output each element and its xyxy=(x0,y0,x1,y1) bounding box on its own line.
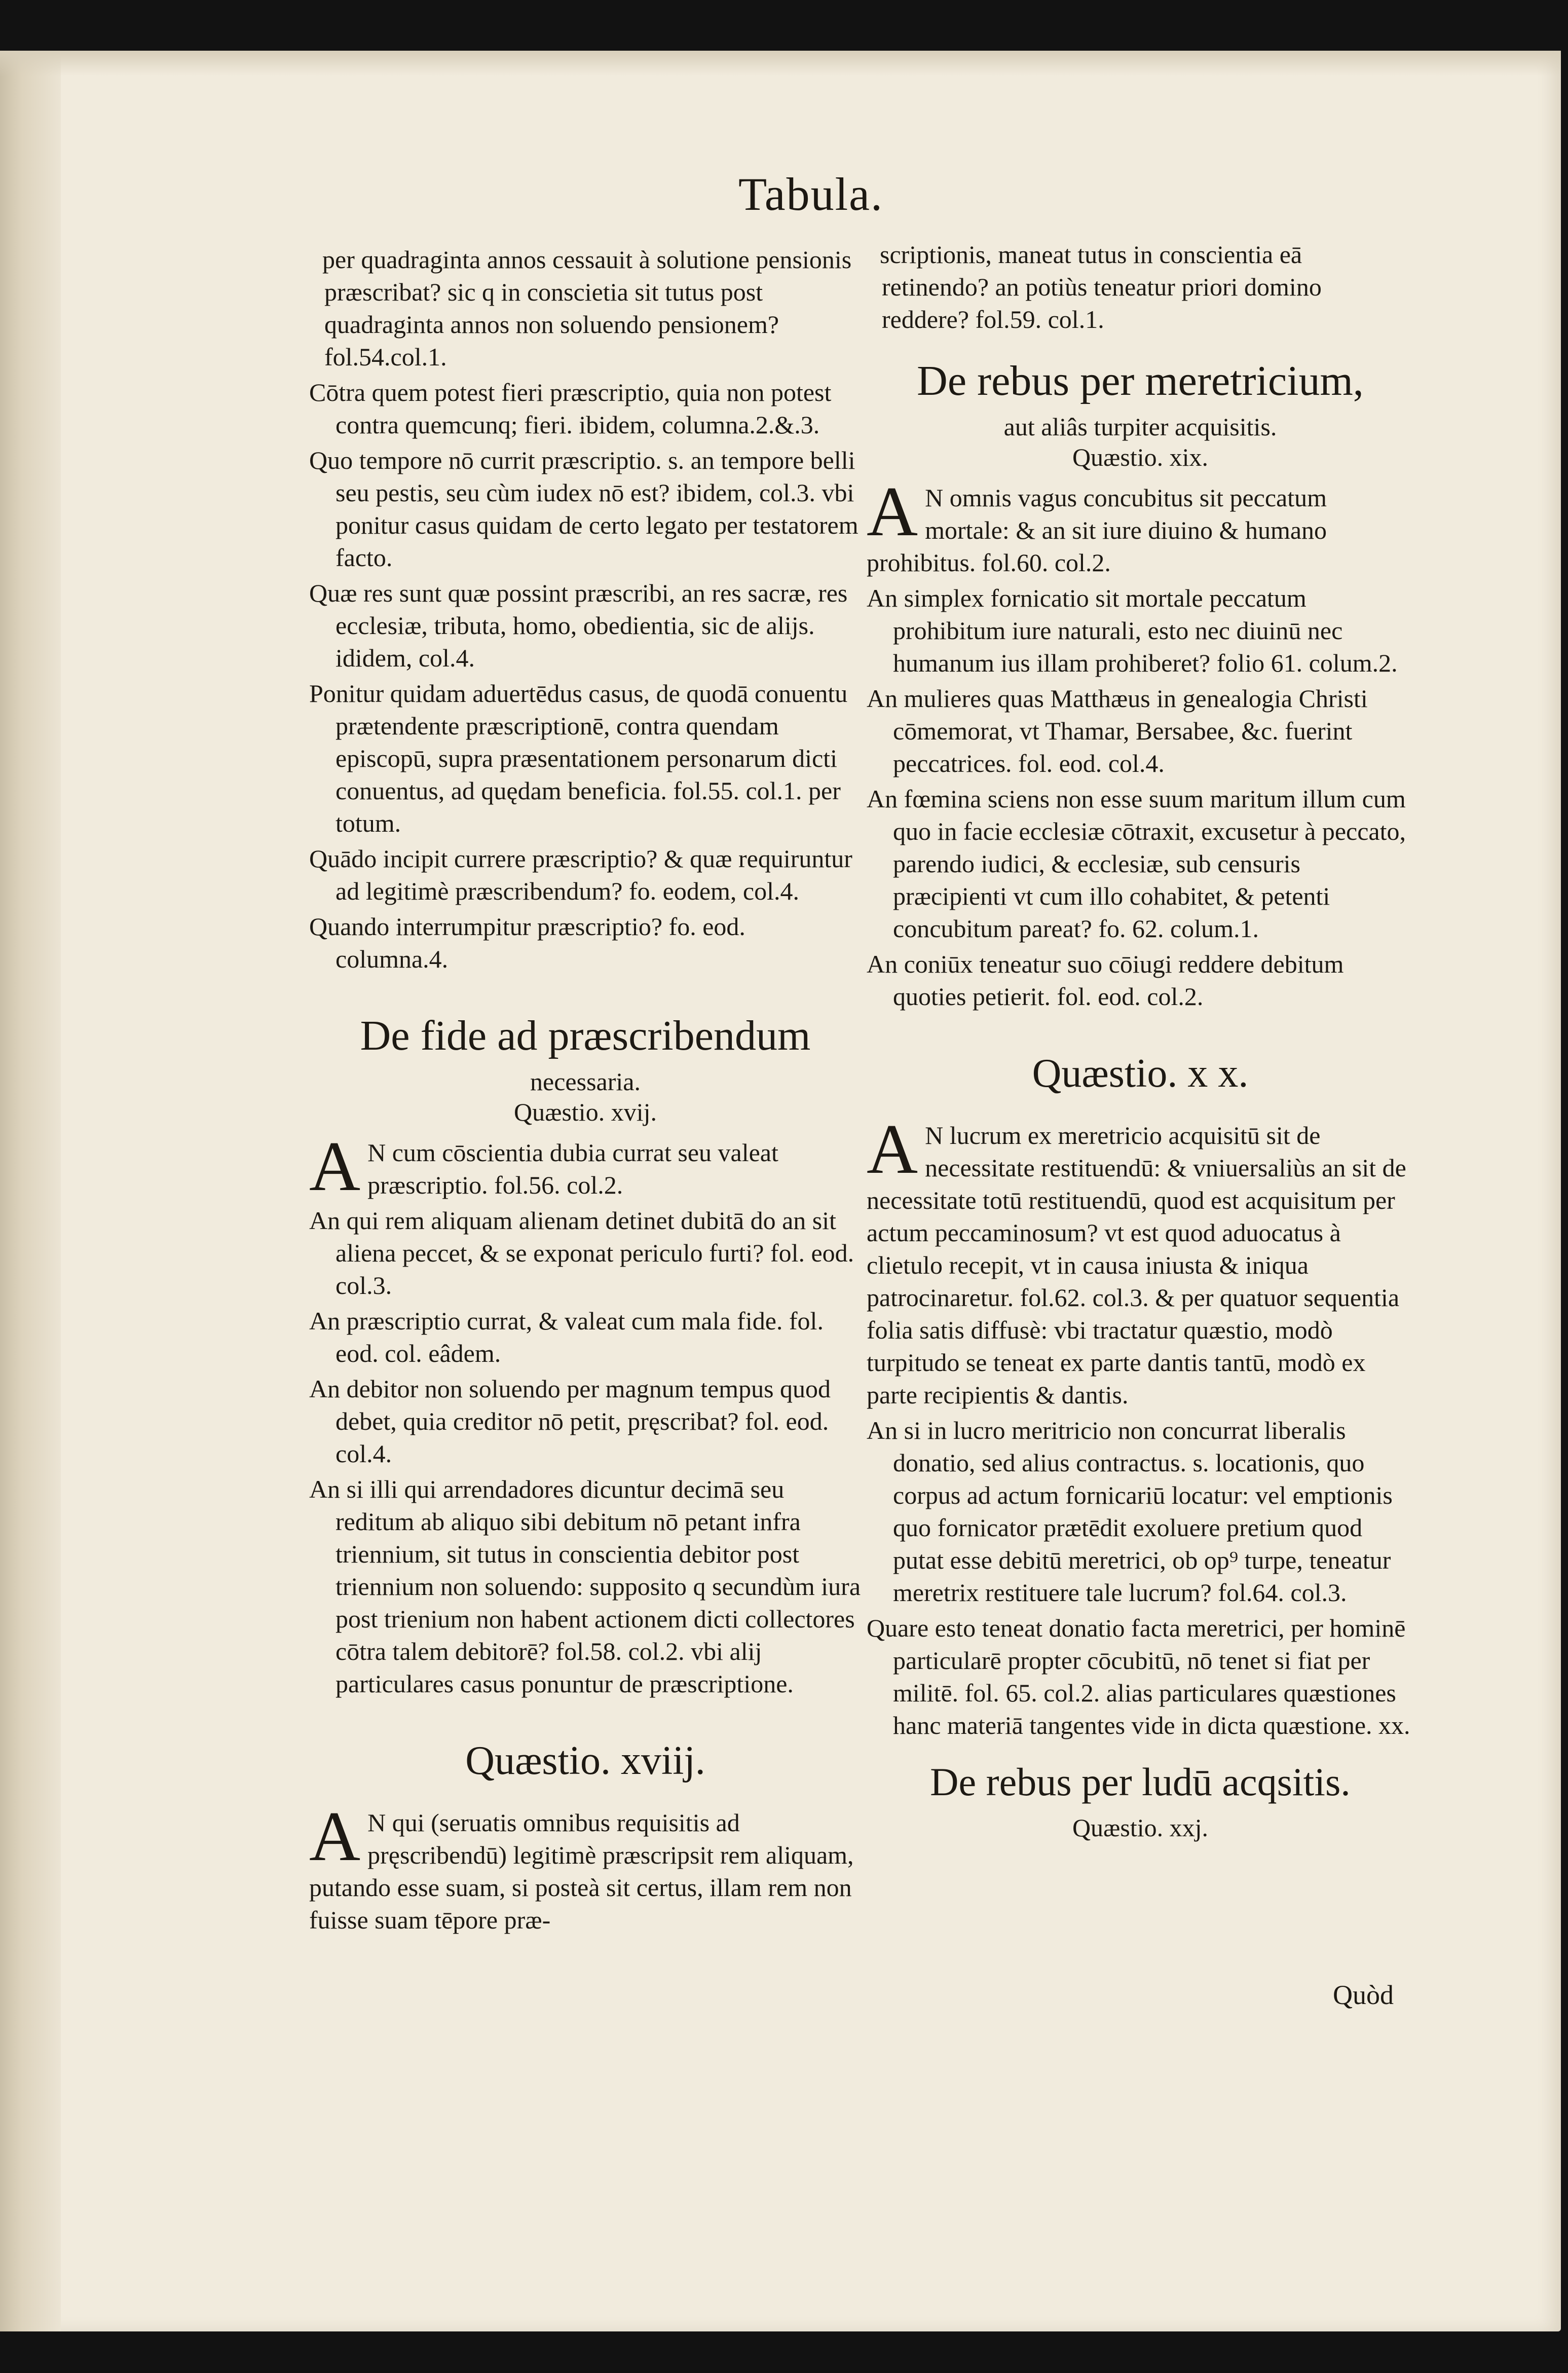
drop-cap: A xyxy=(867,472,918,551)
list-item: An si illi qui arrendadores dicuntur decimā seu reditum ab aliquo sibi debitum nō petant infra triennium, sit tutus in conscientia debitor post triennium non soluendo: supposito q secundùm iura post trienium non habent actionem dicti collectores cōtra talem debitorē? fol.58. col.2. vbi alij particulares casus ponuntur de præscriptione. xyxy=(309,1475,861,1698)
list-item: Quādo incipit currere præscriptio? & quæ requiruntur ad legitimè præscribendum? fo. eodem, col.4. xyxy=(309,844,852,905)
drop-cap-entry xyxy=(309,1127,862,1206)
list-item: Quo tempore nō currit præscriptio. s. an tempore belli seu pestis, seu cùm iudex nō est? ibidem, col.3. vbi ponitur casus quidam de certo legato per testatorem facto. xyxy=(309,446,858,572)
drop-cap-text: N lucrum ex meretricio acquisitū sit de necessitate restituendū: & vniuersaliùs an sit de necessitate totū restituendū, quod est acquisitum per actum peccaminosum? vt est quod aduocatus à clietulo recepit, vt in causa iniusta & iniqua patrocinaretur. fol.62. col.3. & per quatuor sequentia folia satis diffusè: vbi tractatur quæstio, modò turpitudo se teneat ex parte dantis tantū, modò ex parte recipientis & dantis. xyxy=(867,1121,1406,1409)
list-item: Cōtra quem potest fieri præscriptio, quia non potest contra quemcunq; fieri. ibidem, columna.2.&.3. xyxy=(309,378,832,439)
list-item: An si in lucro meritricio non concurrat liberalis donatio, sed alius contractus. s. locationis, quo corpus ad actum fornicariū locatur: vel emptionis quo fornicator prætēdit exoluere pretium quod putat esse debitū meretrici, ob op⁹ turpe, teneatur meretrix restituere tale lucrum? fol.64. col.3. xyxy=(867,1416,1393,1607)
right-column xyxy=(867,238,1414,1852)
list-item: An qui rem aliquam alienam detinet dubitā do an sit aliena peccet, & se exponat periculo furti? fol. eod. col.3. xyxy=(309,1206,854,1300)
drop-cap-entry xyxy=(867,1110,1414,1411)
page-header: Tabula. xyxy=(738,168,883,220)
section-heading: De fide ad præscribendum xyxy=(360,1012,811,1059)
question-title: Quæstio. xviij. xyxy=(465,1738,705,1783)
list-item: Quando interrumpitur præscriptio? fo. eod. columna.4. xyxy=(309,912,745,973)
question-label: Quæstio. xix. xyxy=(1072,443,1209,471)
catchword: Quòd xyxy=(1333,1980,1394,2010)
drop-cap: A xyxy=(309,1127,361,1206)
list-item: Quare esto teneat donatio facta meretrici, per hominē particularē propter cōcubitū, nō tenet si fiat per militē. fol. 65. col.2. alias particulares quæstiones hanc materiā tangentes vide in dicta quæstione. xx. xyxy=(867,1614,1410,1739)
list-item: Ponitur quidam aduertēdus casus, de quodā conuentu prætendente præscriptionē, contra quendam episcopū, supra præsentationem personarum dicti conuentus, ad quędam beneficia. fol.55. col.1. per totum. xyxy=(309,679,848,837)
section-heading: De rebus per meretricium, xyxy=(917,357,1364,404)
list-item: An mulieres quas Matthæus in genealogia Christi cōmemorat, vt Thamar, Bersabee, &c. fuerint peccatrices. fol. eod. col.4. xyxy=(867,684,1368,777)
question-label: Quæstio. xvij. xyxy=(514,1098,657,1126)
drop-cap-entry xyxy=(309,1797,862,1936)
list-item: An debitor non soluendo per magnum tempus quod debet, quia creditor nō petit, pręscribat? fol. eod. col.4. xyxy=(309,1375,831,1468)
drop-cap-text: N omnis vagus concubitus sit peccatum mortale: & an sit iure diuino & humano prohibitus. fol.60. col.2. xyxy=(867,484,1327,577)
list-item: An fœmina sciens non esse suum maritum illum cum quo in facie ecclesiæ cōtraxit, excusetur à peccato, parendo iudici, & ecclesiæ, sub censuris præcipienti vt cum illo cohabitet, & petenti concubitum pareat? fo. 62. colum.1. xyxy=(867,785,1406,943)
page-gutter-edge xyxy=(0,51,61,2331)
drop-cap-text: N qui (seruatis omnibus requisitis ad pręscribendū) legitimè præscripsit rem aliquam, putando esse suam, si posteà sit certus, illam rem non fuisse suam tēpore præ- xyxy=(309,1808,854,1934)
list-item: An coniūx teneatur suo cōiugi reddere debitum quoties petierit. fol. eod. col.2. xyxy=(867,950,1344,1011)
section-heading: De rebus per ludū acqsitis. xyxy=(930,1760,1351,1804)
section-subheading: necessaria. xyxy=(530,1067,641,1096)
drop-cap: A xyxy=(867,1110,918,1189)
page-top-edge xyxy=(0,51,1561,76)
drop-cap: A xyxy=(309,1797,361,1876)
list-item: An præscriptio currat, & valeat cum mala fide. fol. eod. col. eâdem. xyxy=(309,1307,824,1367)
list-item: per quadraginta annos cessauit à solutione pensionis præscribat? sic q in conscietia sit tutus post quadraginta annos non soluendo pensionem? fol.54.col.1. xyxy=(322,245,852,371)
drop-cap-entry xyxy=(867,472,1414,579)
section-subheading: aut aliâs turpiter acquisitis. xyxy=(1003,413,1277,441)
question-title: Quæstio. x x. xyxy=(1032,1051,1249,1096)
question-label: Quæstio. xxj. xyxy=(1072,1813,1209,1842)
left-column xyxy=(309,243,862,1939)
list-item: scriptionis, maneat tutus in conscientia eā retinendo? an potiùs teneatur priori domino reddere? fol.59. col.1. xyxy=(880,240,1322,333)
list-item: Quæ res sunt quæ possint præscribi, an res sacræ, res ecclesiæ, tributa, homo, obedientia, sic de alijs. ididem, col.4. xyxy=(309,579,848,672)
list-item: An simplex fornicatio sit mortale peccatum prohibitum iure naturali, esto nec diuinū nec humanum ius illam prohiberet? folio 61. colum.2. xyxy=(867,584,1398,677)
drop-cap-text: N cum cōscientia dubia currat seu valeat præscriptio. fol.56. col.2. xyxy=(367,1138,778,1199)
